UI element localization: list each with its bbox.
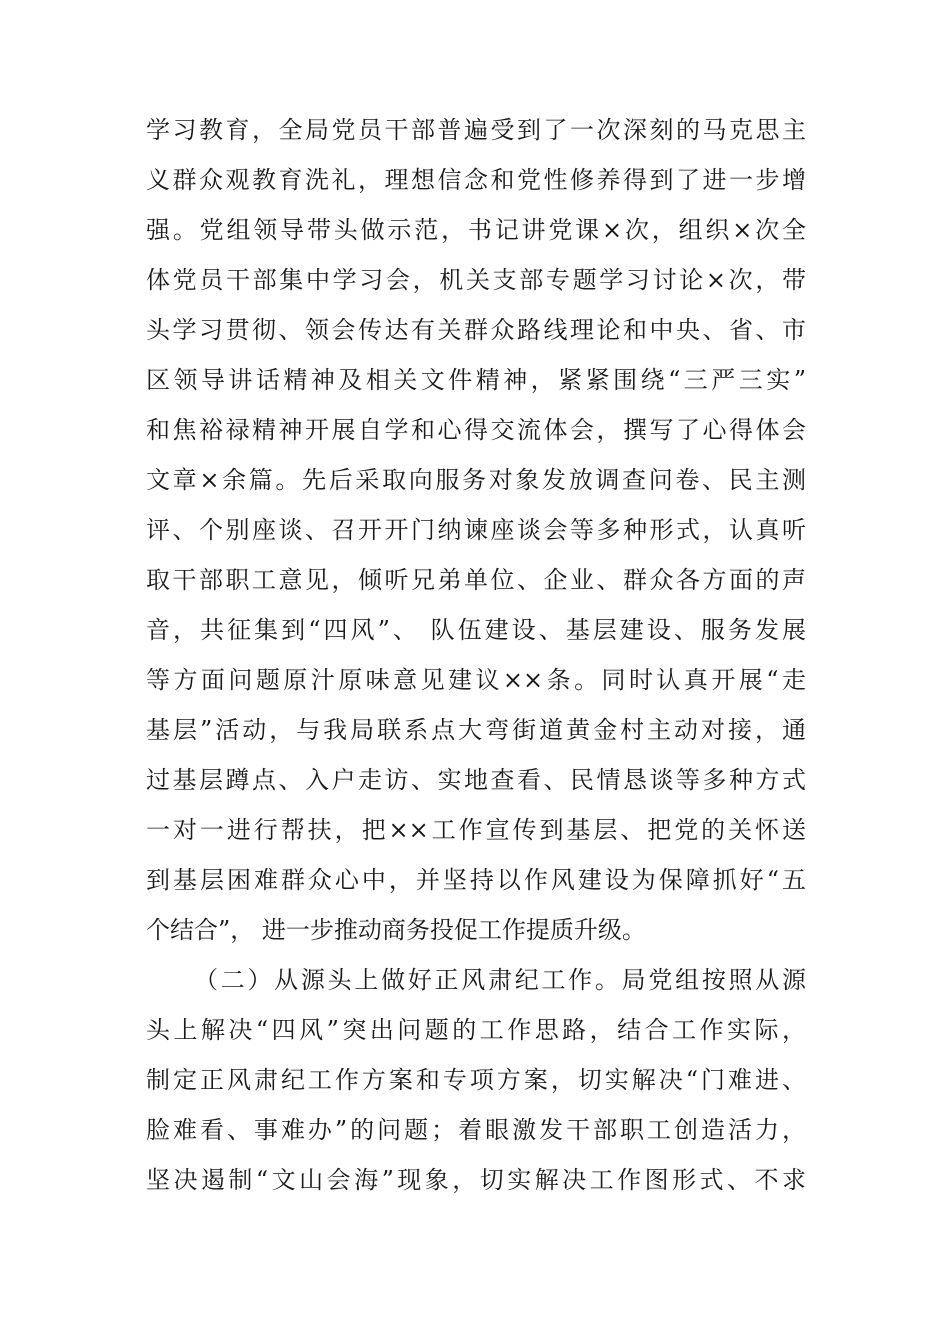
text-line: 义群众观教育洗礼，理想信念和党性修养得到了进一步增 [146,166,806,194]
text-line: 评、个别座谈、召开开门纳谏座谈会等多种形式，认真听 [146,516,806,544]
document-body [146,105,806,1205]
text-line: 个结合”， 进一步推动商务投促工作提质升级。 [146,916,646,944]
paragraph-1 [146,105,806,955]
text-line: 音，共征集到“四风”、 队伍建设、基层建设、服务发展 [146,616,806,644]
text-line: 强。党组领导带头做示范，书记讲党课×次，组织×次全 [146,216,806,244]
text-line: 头学习贯彻、领会传达有关群众路线理论和中央、省、市 [146,316,806,344]
text-line: 文章×余篇。先后采取向服务对象发放调查问卷、民主测 [146,466,806,494]
paragraph-2 [146,955,806,1205]
text-line: 体党员干部集中学习会，机关支部专题学习讨论×次，带 [146,266,806,294]
text-line: 头上解决“四风”突出问题的工作思路，结合工作实际， [146,1016,806,1044]
text-line: 坚决遏制“文山会海”现象，切实解决工作图形式、不求 [146,1166,806,1194]
text-line: 等方面问题原汁原味意见建议××条。同时认真开展“走 [146,666,806,694]
text-line: 制定正风肃纪工作方案和专项方案，切实解决“门难进、 [146,1066,806,1094]
text-line: 到基层困难群众心中，并坚持以作风建设为保障抓好“五 [146,866,806,894]
text-line: 过基层蹲点、入户走访、实地查看、民情恳谈等多种方式 [146,766,806,794]
text-line: （二）从源头上做好正风肃纪工作。局党组按照从源 [194,966,806,994]
text-line: 和焦裕禄精神开展自学和心得交流体会，撰写了心得体会 [146,416,806,444]
text-line: 学习教育，全局党员干部普遍受到了一次深刻的马克思主 [146,116,806,144]
text-line: 取干部职工意见，倾听兄弟单位、企业、群众各方面的声 [146,566,806,594]
text-line: 脸难看、事难办”的问题；着眼激发干部职工创造活力， [146,1116,806,1144]
text-line: 区领导讲话精神及相关文件精神，紧紧围绕“三严三实” [146,366,806,394]
text-line: 一对一进行帮扶，把××工作宣传到基层、把党的关怀送 [146,816,806,844]
text-line: 基层”活动，与我局联系点大弯街道黄金村主动对接，通 [146,716,806,744]
